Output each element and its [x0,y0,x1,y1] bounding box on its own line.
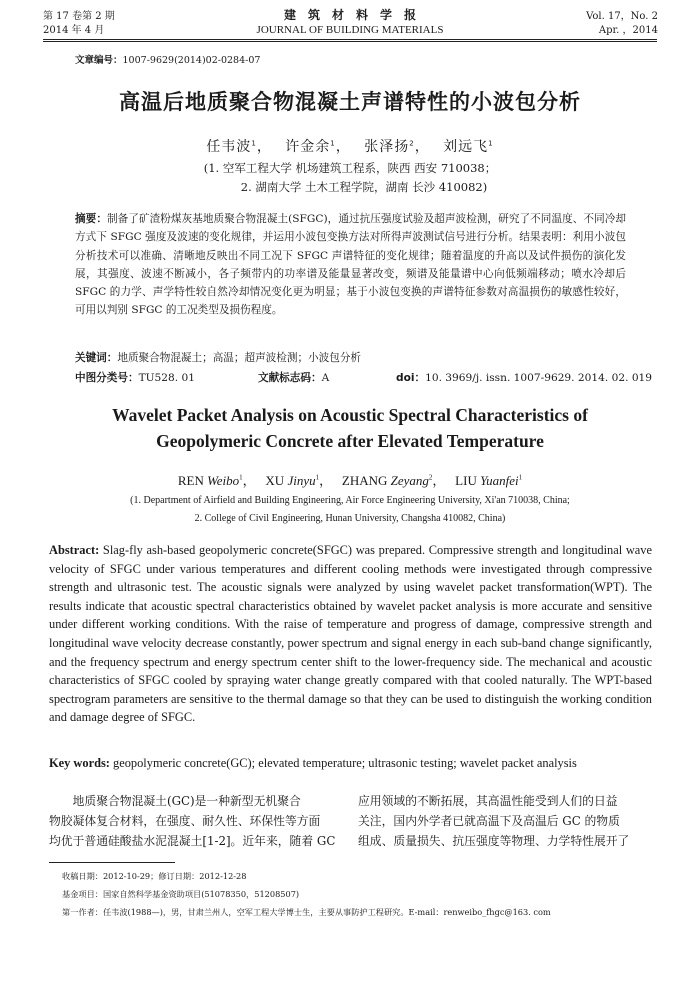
footnote-funding: 基金项目：国家自然科学基金资助项目(51078350，51208507) [62,889,300,899]
volume-issue: 第 17 卷第 2 期 [43,11,115,22]
en-keywords [49,754,652,773]
footnote-author: 第一作者：任韦波(1988—)，男，甘肃兰州人，空军工程大学博士生，主要从事防护工程研究。E-mail：renweibo_fhgc@163. com [62,907,551,917]
body-line: 组成、质量损失、抗压强度等物理、力学特性展开了 [358,833,630,848]
en-affiliations [0,492,700,528]
en-author: REN Weibo$^1$ [177,473,243,488]
cn-authors: 任韦波$^1$， 许金余$^1$， 张泽扬$^2$， 刘远飞$^1$ [206,139,494,155]
cn-affiliation: 2. 湖南大学 土木工程学院，湖南 长沙 410082) [240,180,488,194]
document-code: 文献标志码：A [258,372,330,384]
article-number-label: 文章编号： [75,55,123,66]
body-line: 关注，国内外学者已就高温下及高温后 GC 的物质 [358,813,620,828]
en-title-line: Geopolymeric Concrete after Elevated Temperature [156,431,544,451]
journal-name-cn: 建 筑 材 料 学 报 [283,8,416,22]
body-column-left [49,792,343,851]
article-number [75,53,260,69]
footnotes [62,869,662,919]
cn-keywords [75,349,626,367]
header-rule-top [43,39,657,40]
en-author: LIU Yuanfei$^1$ [455,473,523,488]
cn-abstract [75,210,626,320]
en-affiliation: 2. College of Civil Engineering, Hunan University, Changsha 410082, China) [194,513,506,524]
cn-author: 许金余$^1$ [285,139,336,155]
date-en: Apr. ，2014 [598,25,658,36]
cn-author: 刘远飞$^1$ [443,139,494,155]
cn-title: 高温后地质聚合物混凝土声谱特性的小波包分析 [119,90,581,114]
en-abstract-label: Abstract: [49,543,100,557]
cn-abstract-text: 制备了矿渣粉煤灰基地质聚合物混凝土(SFGC)，通过抗压强度试验及超声波检测，研究了不同温度、不同冷却方式下 SFGC 强度及波速的变化规律，并运用小波包变换方法对所得声波测试信号进行分析。结果表明：利用小波包分析技术可以准确、清晰地反映出不同工况下 SFGC 声谱特征的变化规律；随着温度的升高以及试件损伤的演化发展，其强度、波速不断减小，各子频带内的功率谱及能量显著改变，频谱及能量谱中心向低频端移动；喷水冷却后 SFGC 的力学、声学特性较自然冷却情况变化更为明显；基于小波包变换的声谱特征参数对高温损伤的敏感性较好，可用以判别 SFGC 的工况类型及损伤程度。 [75,213,626,317]
cn-affiliation: (1. 空军工程大学 机场建筑工程系，陕西 西安 710038； [203,161,497,175]
body-line: 均优于普通硅酸盐水泥混凝土[1-2]。近年来，随着 GC [49,833,336,848]
footnote-separator [49,862,175,863]
clc-number: 中图分类号：TU528. 01 [75,372,195,384]
en-keywords-text: geopolymeric concrete(GC); elevated temperature; ultrasonic testing; wavelet packet analysis [113,756,577,770]
cn-affiliations [0,159,700,197]
en-keywords-label: Key words: [49,756,110,770]
en-title [0,402,700,454]
cn-keywords-label: 关键词： [75,352,118,364]
en-abstract-text: Slag-fly ash-based geopolymeric concrete(SFGC) was prepared. Compressive strength and longitudinal wave velocity of SFGC under various temperatures and different cooling methods were investigated through compressive strength and ultrasonic test. The acoustic signals were analyzed by using wavelet packet transformation(WPT). The results indicate that acoustic spectral characteristics obtained by wavelet packet analysis is more accurate and sensitive under different working conditions. With the raise of temperature and progress of damage, compressive strength and longitudinal wave velocity decrease constantly, power spectrum and signal energy in each sub-band change significantly, and the frequency spectrum and energy spectrum center shift to the lower-frequency side. The mechanical and acoustic characteristics of SFGC cooled by spraying water change greatly compared with that cooled naturally. The WPT-based spectrogram parameters are sensitive to the thermal damage so that they can be used to distinguish the working condition and damage degree of SFGC. [49,543,652,725]
body-line: 物胶凝体复合材料，在强度、耐久性、环保性等方面 [49,813,321,828]
journal-name-en: JOURNAL OF BUILDING MATERIALS [256,24,444,36]
en-authors: REN Weibo$^1$， XU Jinyu$^1$， ZHANG Zeyang$^2$， LIU Yuanfei$^1$ [177,473,523,488]
doi: doi：10. 3969/j. issn. 1007-9629. 2014. 02. 019 [396,372,653,384]
en-author: ZHANG Zeyang$^2$ [341,473,433,488]
body-line: 地质聚合物混凝土(GC)是一种新型无机聚合 [49,794,301,808]
body-column-right [358,792,652,851]
cn-keywords-text: 地质聚合物混凝土；高温；超声波检测；小波包分析 [117,352,362,364]
cn-author: 张泽扬$^2$ [364,139,415,155]
en-affiliation: (1. Department of Airfield and Building Engineering, Air Force Engineering University, Xi'an 710038, China; [130,495,570,506]
en-title-line: Wavelet Packet Analysis on Acoustic Spectral Characteristics of [112,405,588,425]
article-number-value: 1007-9629(2014)02-0284-07 [122,55,261,66]
publication-date: 2014 年 4 月 [43,25,105,36]
footnote-received: 收稿日期：2012-10-29；修订日期：2012-12-28 [62,871,247,881]
en-author: XU Jinyu$^1$ [265,473,320,488]
cn-author: 任韦波$^1$ [206,139,257,155]
header-rule-bottom [43,41,657,42]
body-line: 应用领域的不断拓展，其高温性能受到人们的日益 [358,794,618,808]
cn-abstract-label: 摘要： [75,213,107,225]
en-abstract [49,541,652,727]
volume-number-en: Vol. 17，No. 2 [586,11,658,22]
